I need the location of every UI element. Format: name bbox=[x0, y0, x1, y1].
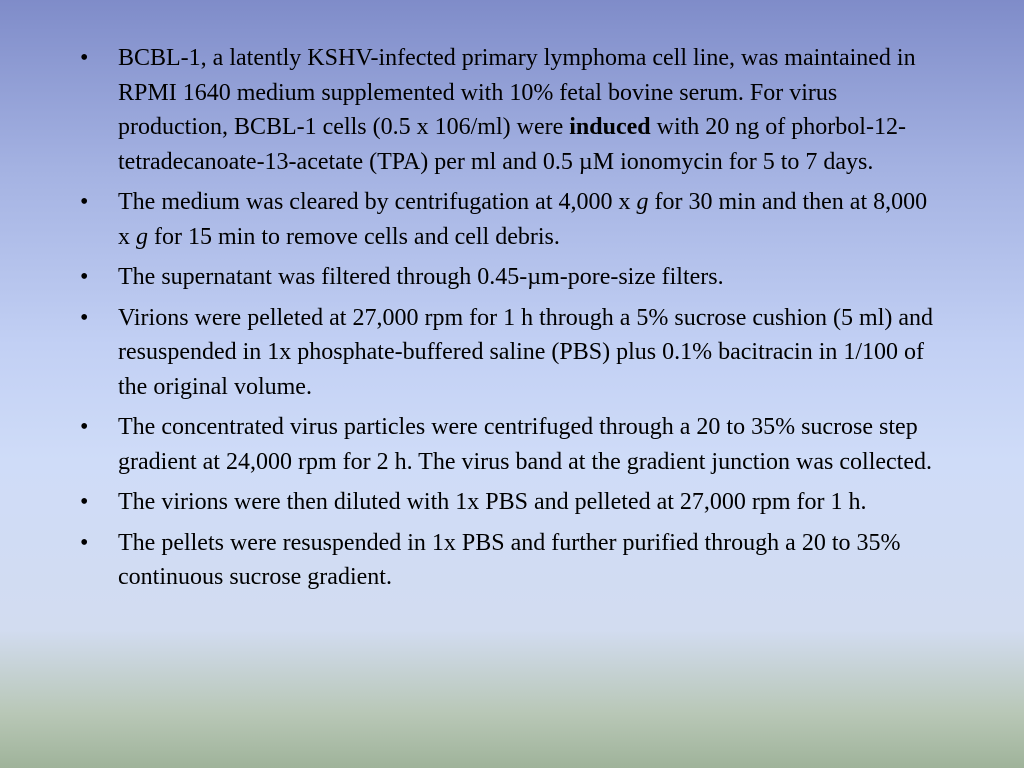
bullet-text: The pellets were resuspended in 1x PBS and further purified through a 20 to 35% continuous sucrose gradient. bbox=[118, 529, 901, 590]
bullet-item bbox=[80, 301, 940, 405]
bullet-dot: • bbox=[80, 529, 89, 556]
bullet-item bbox=[80, 41, 940, 179]
bullet-dot: • bbox=[80, 264, 89, 290]
bullet-text: with 20 ng of phorbol-12-tetradecanoate-13-acetate (TPA) per ml and 0.5 µM ionomycin for 5 to 7 days. bbox=[118, 114, 906, 175]
bullet-bold-text: induced bbox=[569, 114, 651, 140]
bullet-text: The supernatant was filtered through 0.45-µm-pore-size filters. bbox=[118, 264, 724, 290]
bullet-text: for 30 min and then at 8,000 x bbox=[118, 189, 928, 250]
bullet-dot: • bbox=[80, 304, 89, 331]
bullet-text: for 15 min to remove cells and cell debris. bbox=[148, 223, 560, 250]
bullet-italic-text: g bbox=[636, 189, 649, 215]
bullet-dot: • bbox=[80, 189, 89, 215]
bullet-item bbox=[80, 410, 940, 479]
bullet-text: The virions were then diluted with 1x PBS and pelleted at 27,000 rpm for 1 h. bbox=[118, 489, 867, 515]
bullet-italic-text: g bbox=[136, 223, 148, 250]
bullet-item bbox=[80, 485, 940, 520]
bullet-list bbox=[80, 41, 940, 601]
bullet-dot: • bbox=[80, 489, 89, 515]
bullet-text: BCBL-1, a latently KSHV-infected primary lymphoma cell line, was maintained in RPMI 1640 medium supplemented with 10% fetal bovine serum. For virus production, BCBL-1 cells (0.5 x 106/ml) were bbox=[118, 45, 916, 140]
bullet-item bbox=[80, 260, 940, 295]
bullet-text: The medium was cleared by centrifugation at 4,000 x bbox=[118, 189, 637, 215]
bullet-dot: • bbox=[80, 414, 89, 440]
bullet-item bbox=[80, 526, 940, 595]
bullet-text: Virions were pelleted at 27,000 rpm for 1 h through a 5% sucrose cushion (5 ml) and resuspended in 1x phosphate-buffered saline (PBS) plus 0.1% bacitracin in 1/100 of the original volume. bbox=[118, 304, 934, 400]
bullet-text: The concentrated virus particles were centrifuged through a 20 to 35% sucrose step gradient at 24,000 rpm for 2 h. The virus band at the gradient junction was collected. bbox=[118, 414, 932, 475]
bullet-dot: • bbox=[80, 45, 89, 71]
bullet-item bbox=[80, 185, 940, 254]
